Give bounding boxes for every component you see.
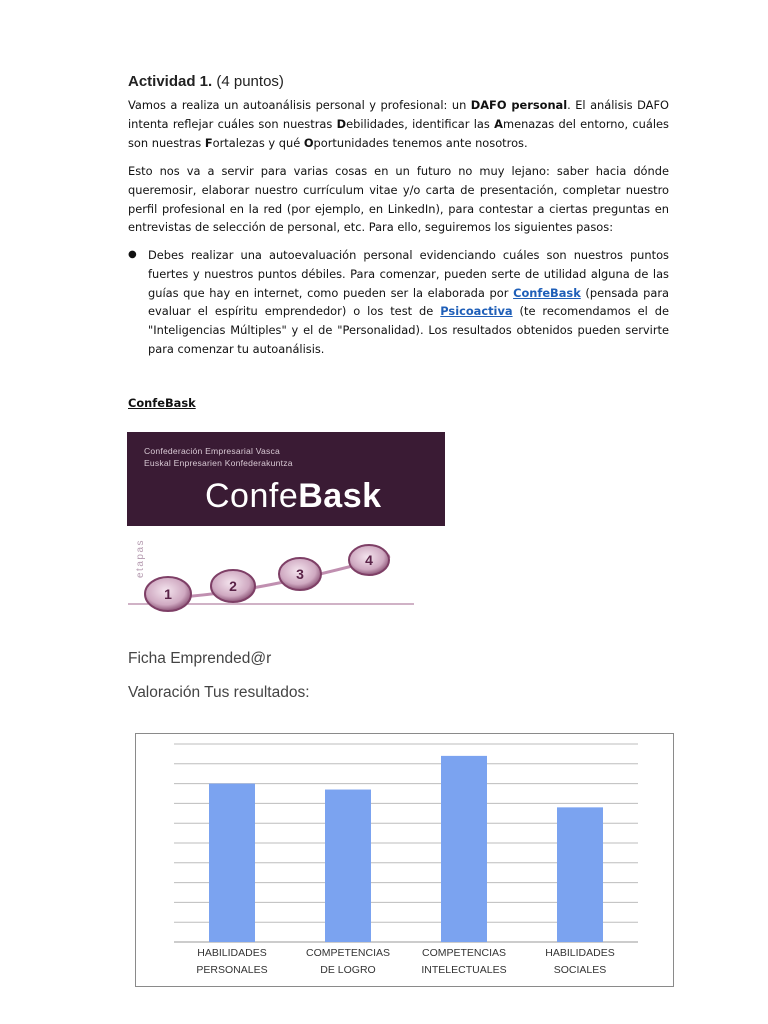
chart-bar (209, 784, 255, 942)
category-label: PERSONALES (196, 964, 268, 976)
category-label: SOCIALES (553, 964, 607, 976)
text-bold: A (494, 116, 503, 131)
category-label: COMPETENCIAS (421, 947, 507, 959)
ficha-label: Ficha Emprended@r (128, 650, 272, 667)
step-3 (279, 558, 321, 590)
text-bold: O (303, 135, 314, 150)
etapas-graphic (120, 538, 420, 638)
text-run: ortalezas y qué (212, 135, 304, 150)
step-1 (145, 577, 191, 611)
step-circles (145, 545, 389, 611)
confebask-heading[interactable]: ConfeBask (128, 396, 196, 410)
text-run: . El análisis DAFO intenta reflejar cuáles son nuestras (128, 98, 669, 131)
logo-line-spanish: Confederación Empresarial Vasca (144, 446, 280, 456)
step-2 (211, 570, 255, 602)
chart-bar (441, 756, 487, 942)
text-bold: DAFO personal (470, 98, 568, 112)
paragraph-purpose: Esto nos va a servir para varias cosas en un futuro no muy lejano: saber hacia dónde queremosir, elaborar nuestro currículum vitae y/o carta de presentación, completar nuestro perfil profesional en la red (por ejemplo, en LinkedIn), para contestar a ciertas preguntas en entrevistas de selección de personal, etc. Para ello, seguiremos los siguientes pasos: (128, 164, 669, 235)
text-bold: F (204, 135, 213, 150)
text-run: portunidades tenemos ante nosotros. (313, 135, 528, 150)
step-number: 2 (229, 578, 237, 594)
text-run: (te recomendamos el de "Inteligencias Múltiples" y el de "Personalidad). Los resultados obtenidos pueden servirte para comenzar tu autoanálisis. (148, 304, 669, 356)
text-run: Vamos a realiza un autoanálisis personal y profesional: un (128, 98, 471, 112)
activity-heading (128, 73, 284, 90)
paragraph-dafo-intro (128, 96, 669, 152)
bullet-icon: ● (128, 249, 137, 260)
valoracion-label: Valoración Tus resultados: (128, 684, 310, 701)
psicoactiva-link[interactable]: Psicoactiva (440, 304, 513, 319)
text-run: ebilidades, identificar las (346, 116, 495, 131)
category-label: DE LOGRO (320, 964, 376, 976)
logo-brand (205, 477, 382, 516)
results-chart-svg (136, 734, 673, 986)
etapas-label: etapas (135, 538, 146, 578)
logo-line-basque: Euskal Enpresarien Konfederakuntza (144, 458, 293, 468)
step-number: 1 (164, 586, 172, 602)
step-number: 3 (296, 566, 304, 582)
bullet-item (128, 246, 669, 359)
chart-bar (557, 807, 603, 942)
text-run: menazas del entorno, cuáles son nuestras (128, 116, 669, 150)
confebask-logo (127, 432, 445, 526)
text-run: (pensada para evaluar el espíritu emprendedor) o los test de (148, 285, 669, 319)
chart-bar (325, 790, 371, 942)
category-label: HABILIDADES (197, 947, 267, 959)
category-label: COMPETENCIAS (305, 947, 391, 959)
activity-points: (4 puntos) (212, 73, 284, 90)
category-label: INTELECTUALES (421, 964, 507, 976)
brand-bold: Bask (298, 477, 382, 515)
activity-title: Actividad 1. (128, 73, 213, 90)
step-number: 4 (365, 552, 373, 568)
confebask-link[interactable]: ConfeBask (513, 285, 581, 300)
text-run: Debes realizar una autoevaluación personal evidenciando cuáles son nuestros puntos fuertes y nuestros puntos débiles. Para comenzar, pueden serte de utilidad alguna de las guías que hay en internet, como pueden ser la elaborada por (148, 248, 669, 300)
category-label: HABILIDADES (545, 947, 615, 959)
text-bold: D (336, 116, 347, 131)
brand-light: Confe (205, 477, 299, 515)
results-chart (135, 733, 674, 987)
step-4 (349, 545, 389, 575)
